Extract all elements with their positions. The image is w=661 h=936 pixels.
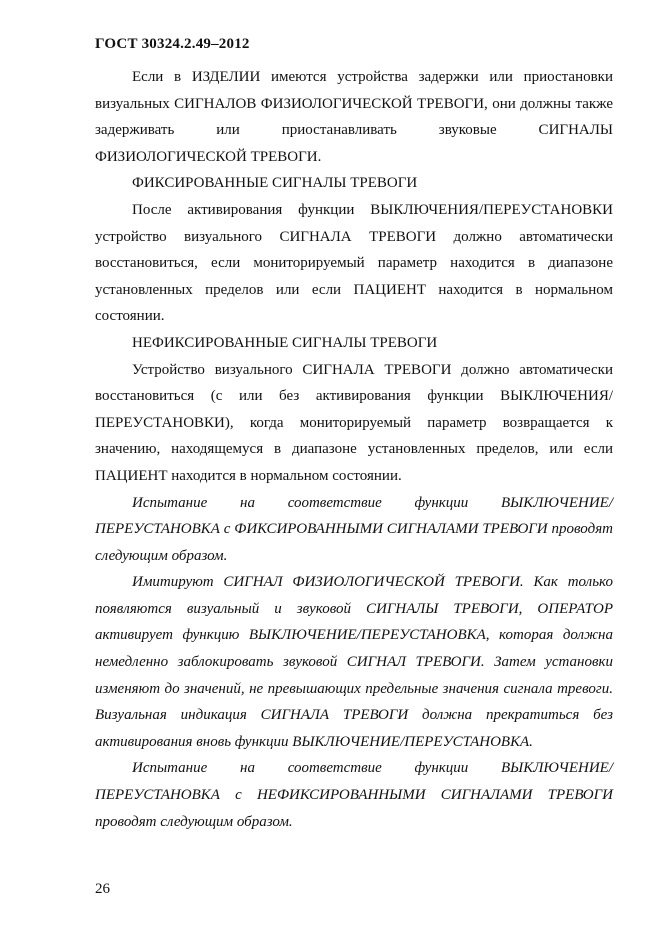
paragraph-test-non-latched-intro: Испытание на соответствие функции ВЫКЛЮЧЕНИЕ/ПЕРЕУСТАНОВКА с НЕФИКСИРОВАННЫМИ СИГНАЛАМИ ТРЕВОГИ проводят следующим образом. (95, 760, 613, 830)
document-body (95, 64, 613, 835)
page-number: 26 (95, 881, 110, 897)
paragraph-delay-suspend-signals: Если в ИЗДЕЛИИ имеются устройства задержки или приостановки визуальных СИГНАЛОВ ФИЗИОЛОГИЧЕСКОЙ ТРЕВОГИ, они должны также задерживать или приостанавливать звуковые СИГНАЛЫ ФИЗИОЛОГИЧЕСКОЙ ТРЕВОГИ. (95, 69, 613, 165)
document-header-standard-id: ГОСТ 30324.2.49–2012 (95, 36, 250, 52)
paragraph-latched-alarms: После активирования функции ВЫКЛЮЧЕНИЯ/ПЕРЕУСТАНОВКИ устройство визуального СИГНАЛА ТРЕВОГИ должно автоматически восстановиться, если мониторируемый параметр находится в диапазоне установленных пределов или если ПАЦИЕНТ находится в нормальном состоянии. (95, 201, 613, 325)
section-heading-non-latched-alarms: НЕФИКСИРОВАННЫЕ СИГНАЛЫ ТРЕВОГИ (132, 334, 438, 351)
paragraph-test-latched-intro: Испытание на соответствие функции ВЫКЛЮЧЕНИЕ/ПЕРЕУСТАНОВКА с ФИКСИРОВАННЫМИ СИГНАЛАМИ ТРЕВОГИ проводят следующим образом. (95, 494, 613, 564)
paragraph-test-latched-procedure: Имитируют СИГНАЛ ФИЗИОЛОГИЧЕСКОЙ ТРЕВОГИ. Как только появляются визуальный и звуковой СИГНАЛЫ ТРЕВОГИ, ОПЕРАТОР активирует функцию ВЫКЛЮЧЕНИЕ/ПЕРЕУСТАНОВКА, которая должна немедленно заблокировать звуковой СИГНАЛ ТРЕВОГИ. Затем установки изменяют до значений, не превышающих предельные значения сигнала тревоги. Визуальная индикация СИГНАЛА ТРЕВОГИ должна прекратиться без активирования вновь функции ВЫКЛЮЧЕНИЕ/ПЕРЕУСТАНОВКА. (95, 574, 613, 750)
paragraph-non-latched-alarms: Устройство визуального СИГНАЛА ТРЕВОГИ должно автоматически восстановиться (с или без активирования функции ВЫКЛЮЧЕНИЯ/ПЕРЕУСТАНОВКИ), когда мониторируемый параметр возвращается к значению, находящемуся в диапазоне установленных пределов, или если ПАЦИЕНТ находится в нормальном состоянии. (95, 361, 613, 484)
section-heading-latched-alarms: ФИКСИРОВАННЫЕ СИГНАЛЫ ТРЕВОГИ (132, 175, 418, 192)
